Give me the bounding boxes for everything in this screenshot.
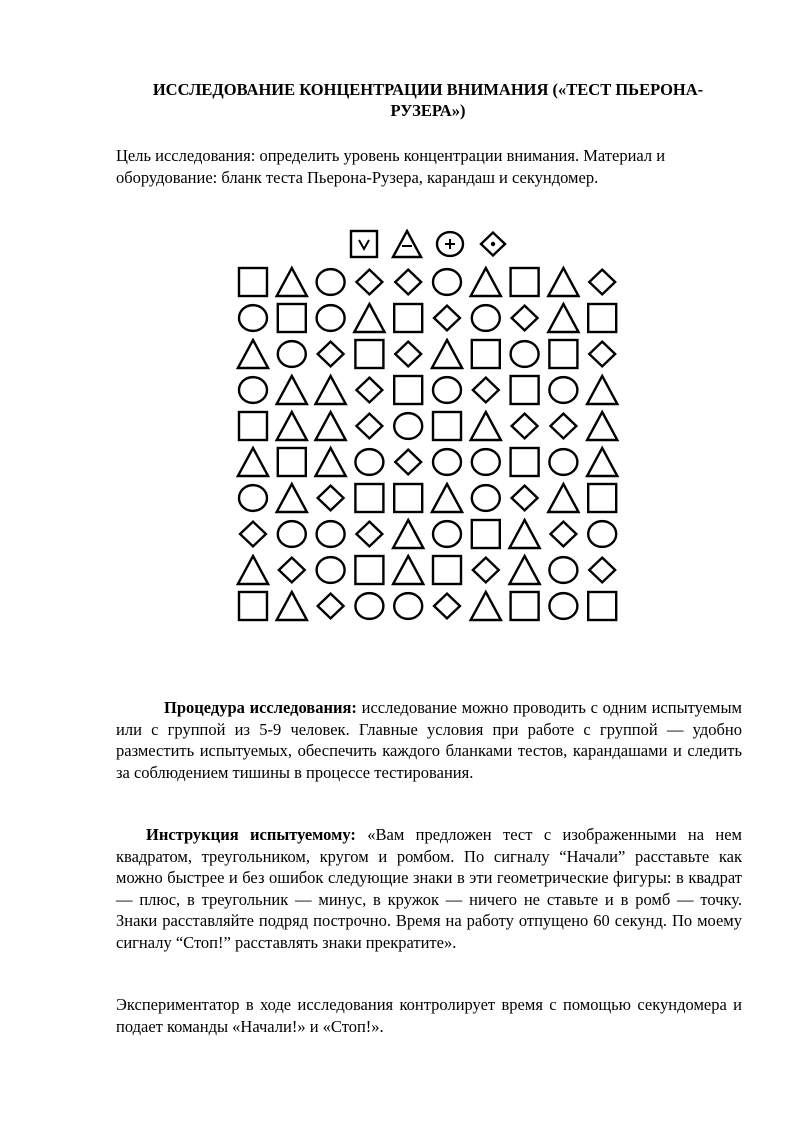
dot-mark xyxy=(491,242,495,246)
diamond-shape xyxy=(473,378,499,403)
grid-row xyxy=(239,304,616,332)
triangle-shape xyxy=(238,556,268,584)
square-shape xyxy=(355,556,383,584)
triangle-shape xyxy=(471,268,501,296)
triangle-shape xyxy=(432,484,462,512)
triangle-shape xyxy=(277,268,307,296)
check-mark xyxy=(359,240,369,249)
square-shape xyxy=(588,304,616,332)
triangle-shape xyxy=(238,448,268,476)
square-shape xyxy=(433,412,461,440)
square-shape xyxy=(239,412,267,440)
test-form-svg xyxy=(230,224,630,644)
triangle-shape xyxy=(587,448,617,476)
square-shape xyxy=(394,376,422,404)
diamond-shape xyxy=(589,270,615,295)
triangle-shape xyxy=(509,520,539,548)
square-shape xyxy=(394,484,422,512)
triangle-shape xyxy=(548,304,578,332)
diamond-shape xyxy=(356,378,382,403)
diamond-shape xyxy=(356,414,382,439)
triangle-shape xyxy=(277,376,307,404)
triangle-shape xyxy=(393,231,421,257)
circle-shape xyxy=(549,593,577,619)
diamond-shape xyxy=(589,342,615,367)
diamond-shape xyxy=(512,306,538,331)
triangle-shape xyxy=(548,484,578,512)
triangle-shape xyxy=(238,340,268,368)
circle-shape xyxy=(433,269,461,295)
circle-shape xyxy=(433,521,461,547)
square-shape xyxy=(239,592,267,620)
circle-shape xyxy=(549,557,577,583)
goal-paragraph: Цель исследования: определить уровень концентрации внимания. Материал и оборудование: бланк теста Пьерона-Рузера, карандаш и секундомер. xyxy=(116,146,666,187)
instruction-label: Инструкция испытуемому: xyxy=(146,825,356,844)
circle-shape xyxy=(549,449,577,475)
square-shape xyxy=(433,556,461,584)
instruction-paragraph xyxy=(116,824,742,953)
diamond-shape xyxy=(550,522,576,547)
diamond-shape xyxy=(356,270,382,295)
diamond-shape xyxy=(473,558,499,583)
square-shape xyxy=(588,484,616,512)
circle-shape xyxy=(239,377,267,403)
triangle-shape xyxy=(471,592,501,620)
square-shape xyxy=(511,268,539,296)
circle-shape xyxy=(472,305,500,331)
diamond-shape xyxy=(240,522,266,547)
circle-shape xyxy=(239,485,267,511)
diamond-shape xyxy=(318,486,344,511)
plus-mark xyxy=(445,239,455,249)
circle-shape xyxy=(433,377,461,403)
circle-shape xyxy=(472,485,500,511)
circle-shape xyxy=(433,449,461,475)
grid-row xyxy=(239,268,615,296)
diamond-shape xyxy=(550,414,576,439)
grid-row xyxy=(239,412,617,440)
procedure-paragraph xyxy=(116,697,742,783)
circle-shape xyxy=(278,341,306,367)
triangle-shape xyxy=(548,268,578,296)
triangle-shape xyxy=(354,304,384,332)
circle-shape xyxy=(511,341,539,367)
diamond-shape xyxy=(356,522,382,547)
triangle-shape xyxy=(393,556,423,584)
diamond-shape xyxy=(318,342,344,367)
diamond-shape xyxy=(318,594,344,619)
diamond-shape xyxy=(395,450,421,475)
square-shape xyxy=(394,304,422,332)
circle-shape xyxy=(317,305,345,331)
square-shape xyxy=(511,448,539,476)
triangle-shape xyxy=(471,412,501,440)
diamond-shape xyxy=(434,306,460,331)
procedure-label: Процедура исследования: xyxy=(164,698,357,717)
diamond-shape xyxy=(434,594,460,619)
procedure-text: исследование можно проводить с одним испытуемым или с группой из 5-9 человек. Главные условия при работе с группой — удобно разместить испытуемых, обеспечить каждого бланками тестов, карандашами и следить за соблюдением тишины в процессе тестирования. xyxy=(116,698,742,782)
grid-row xyxy=(239,592,616,620)
square-shape xyxy=(278,304,306,332)
grid-row xyxy=(238,340,615,368)
diamond-shape xyxy=(395,342,421,367)
circle-shape xyxy=(355,593,383,619)
grid-row xyxy=(238,556,615,584)
grid-row xyxy=(240,520,616,548)
grid-row xyxy=(238,448,617,476)
triangle-shape xyxy=(393,520,423,548)
square-shape xyxy=(588,592,616,620)
triangle-shape xyxy=(277,592,307,620)
square-shape xyxy=(511,592,539,620)
square-shape xyxy=(351,231,377,257)
triangle-shape xyxy=(315,412,345,440)
page-title: ИССЛЕДОВАНИЕ КОНЦЕНТРАЦИИ ВНИМАНИЯ («ТЕСТ ПЬЕРОНА-РУЗЕРА») xyxy=(152,80,704,120)
circle-shape xyxy=(394,413,422,439)
test-form-figure xyxy=(230,224,630,644)
triangle-shape xyxy=(315,448,345,476)
triangle-shape xyxy=(432,340,462,368)
diamond-shape xyxy=(512,486,538,511)
square-shape xyxy=(511,376,539,404)
circle-shape xyxy=(549,377,577,403)
grid-row xyxy=(239,484,616,512)
diamond-shape xyxy=(589,558,615,583)
circle-shape xyxy=(355,449,383,475)
diamond-shape xyxy=(395,270,421,295)
square-shape xyxy=(278,448,306,476)
grid-row xyxy=(239,376,617,404)
instruction-text: «Вам предложен тест с изображенными на нем квадратом, треугольником, кругом и ромбом. По сигналу “Начали” расставьте как можно быстрее и без ошибок следующие знаки в эти геометрические фигуры: в квадрат — плюс, в треугольник — минус, в кружок — ничего не ставьте и в ромб — точку. Знаки расставляйте подряд построчно. Время на работу отпущено 60 секунд. По моему сигналу “Стоп!” расставлять знаки прекратите». xyxy=(116,825,742,952)
circle-shape xyxy=(278,521,306,547)
circle-shape xyxy=(317,521,345,547)
circle-shape xyxy=(317,269,345,295)
square-shape xyxy=(549,340,577,368)
square-shape xyxy=(355,340,383,368)
triangle-shape xyxy=(277,412,307,440)
triangle-shape xyxy=(587,376,617,404)
sample-row xyxy=(351,231,505,257)
circle-shape xyxy=(394,593,422,619)
triangle-shape xyxy=(587,412,617,440)
square-shape xyxy=(355,484,383,512)
diamond-shape xyxy=(512,414,538,439)
square-shape xyxy=(472,520,500,548)
triangle-shape xyxy=(277,484,307,512)
circle-shape xyxy=(317,557,345,583)
shape-grid xyxy=(238,268,617,620)
circle-shape xyxy=(239,305,267,331)
experimenter-paragraph: Экспериментатор в ходе исследования контролирует время с помощью секундомера и подает команды «Начали!» и «Стоп!». xyxy=(116,995,742,1036)
triangle-shape xyxy=(509,556,539,584)
square-shape xyxy=(472,340,500,368)
diamond-shape xyxy=(279,558,305,583)
triangle-shape xyxy=(315,376,345,404)
square-shape xyxy=(239,268,267,296)
circle-shape xyxy=(588,521,616,547)
circle-shape xyxy=(472,449,500,475)
